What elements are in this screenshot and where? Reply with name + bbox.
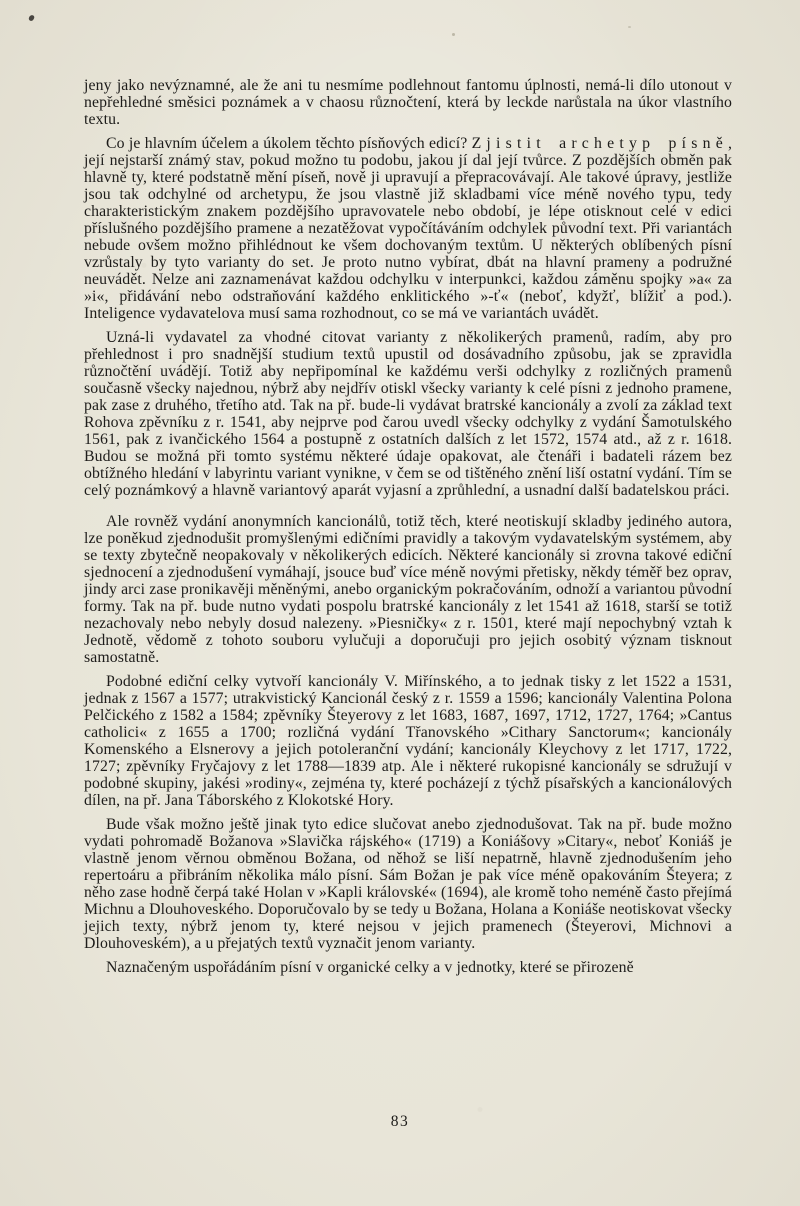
page-number: 83 [390,1113,410,1130]
body-paragraph: Naznačeným uspořádáním písní v organické celky a v jednotky, které se přirozeně [106,959,634,976]
paragraph-text: Co je hlavním účelem a úkolem těchto písňových edicí? [106,135,472,152]
body-paragraph: Podobné ediční celky vytvoří kancionály V. Miřínského, a to jednak tisky z let 1522 a 1531, jednak z 1567 a 1577; utrakvistický Kancionál český z r. 1559 a 1596; kancionály Valentina Polona Pelčického z 1582 a 1584; zpěvníky Šteyerovy z let 1683, 1687, 1697, 1712, 1727, 1764; »Cantus catholici« z 1655 a 1700; rozličná vydání Třanovského »Cithary Sanctorum«; kancionály Komenského a Elsnerovy a jejich potoleranční vydání; kancionály Kleychovy z let 1717, 1722, 1727; zpěvníky Fryčajovy z let 1788—1839 atp. Ale i některé rukopisné kancionály se sdružují v podobné skupiny, jakési »rodiny«, zejména ty, které pocházejí z týchž písařských a kancionálových dílen, na př. Jana Táborského z Klokotské Hory. [84,673,732,809]
body-paragraph: Ale rovněž vydání anonymních kancionálů, totiž těch, které neotiskují skladby jediného autora, lze poněkud zjednodušit promyšlenými edičními pravidly a takovým vydavatelským systémem, aby se texty zbytečně neopakovaly v několikerých edicích. Některé kancionály si zrovna takové ediční sjednocení a zjednodušení vymáhají, jsouce buď více méně novými přetisky, někdy téměř bez oprav, jindy arci zase pronikavěji měněnými, anebo organickým pokračováním, odnoží a variantou původní formy. Tak na př. bude nutno vydati pospolu bratrské kancionály z let 1541 až 1618, starší se totiž nezachovaly nebo nebyly dosud nalezeny. »Piesničky« z r. 1501, které mají nepochybný vztah k Jednotě, vědomě z tohoto souboru vylučuji a doporučuji pro jejich osobitý význam tisknout samostatně. [84,513,732,666]
body-paragraph: jeny jako nevýznamné, ale že ani tu nesmíme podlehnout fantomu úplnosti, nemá-li dílo utonout v nepřehledné směsici poznámek a v chaosu různočtení, která by leckde narůstala na úkor vlastního textu. [84,77,732,128]
emphasized-phrase: Zjistit archetyp písně [471,135,728,152]
paper-speck [628,26,631,28]
ink-speck [28,14,35,21]
body-paragraph: Bude však možno ještě jinak tyto edice slučovat anebo zjednodušovat. Tak na př. bude možno vydati pohromadě Božanova »Slavička rájského« (1719) a Koniášovy »Citary«, neboť Koniáš je vlastně jenom věrnou obměnou Božana, od něhož se liší nepatrně, hlavně zjednodušením jeho repertoáru a přibráním několika málo písní. Sám Božan je pak více méně opakováním Šteyera; z něho zase hodně čerpá také Holan v »Kapli královské« (1694), ale kromě toho neméně často přejímá Michnu a Dlouhoveského. Doporučovalo by se tedy u Božana, Holana a Koniáše neotiskovat všecky jejich texty, nýbrž jenom ty, které nejsou v jejich pramenech (Šteyerovi, Michnovi a Dlouhoveském), a u přejatých textů vyznačit jenom varianty. [84,816,732,952]
paragraph-text: , její nejstarší známý stav, pokud možno tu podobu, jakou jí dal její tvůrce. Z pozdějších obměn pak hlavně ty, které podstatně mění píseň, nově ji upravují a přepracovávají. Ale takové úpravy, jestliže jsou tak odchylné od archetypu, že jsou vlastně již skladbami více méně nového typu, tedy charakteristickým znakem pozdějšího upravovatele nebo období, je lépe otisknout celé v edici příslušného pozdějšího pramene a nezatěžovat vypočítáváním odchylek původní text. Při variantách nebude ovšem možno přihlédnout ke všem dochovaným textům. U některých oblíbených písní vzrůstaly by tyto varianty do set. Je proto nutno vybírat, dbát na hlavní prameny a podružné neuvádět. Nelze ani zaznamenávat každou odchylku v interpunkci, každou záměnu spojky »a« za »i«, přidávání nebo odstraňování každého enklitického »-ť« (neboť, kdyžť, blížiť a pod.). Inteligence vydavatelova musí sama rozhodnout, co se má ve variantách uvádět. [84,135,732,322]
body-paragraph: Uzná-li vydavatel za vhodné citovat varianty z několikerých pramenů, radím, aby pro přehlednost i pro snadnější studium textů upustil od dosávadního způsobu, jak se zpravidla různočtění uvádějí. Totiž aby nepřipomínal ke každému verši odchylky z rozličných pramenů současně všecky najednou, nýbrž aby nejdřív otiskl všecky varianty k celé písni z jednoho pramene, pak zase z druhého, třetího atd. Tak na př. bude-li vydávat bratrské kancionály a zvolí za základ text Rohova zpěvníku z r. 1541, aby nejprve pod čarou uvedl všecky odchylky z vydání Šamotulského 1561, pak z ivančického 1564 a postupně z ostatních dalších z let 1572, 1574 atd., až z r. 1618. Budou se možná při tomto systému některé údaje opakovat, ale čtenáři i badateli rázem bez obtížného hledání v labyrintu variant vynikne, v čem se od tištěného znění liší ostatní vydání. Tím se celý poznámkový a hlavně variantový aparát vyjasní a zprůhlední, a usnadní další badatelskou práci. [84,329,732,499]
body-paragraph [84,135,732,322]
paper-speck [452,33,455,36]
text-block [84,77,732,976]
